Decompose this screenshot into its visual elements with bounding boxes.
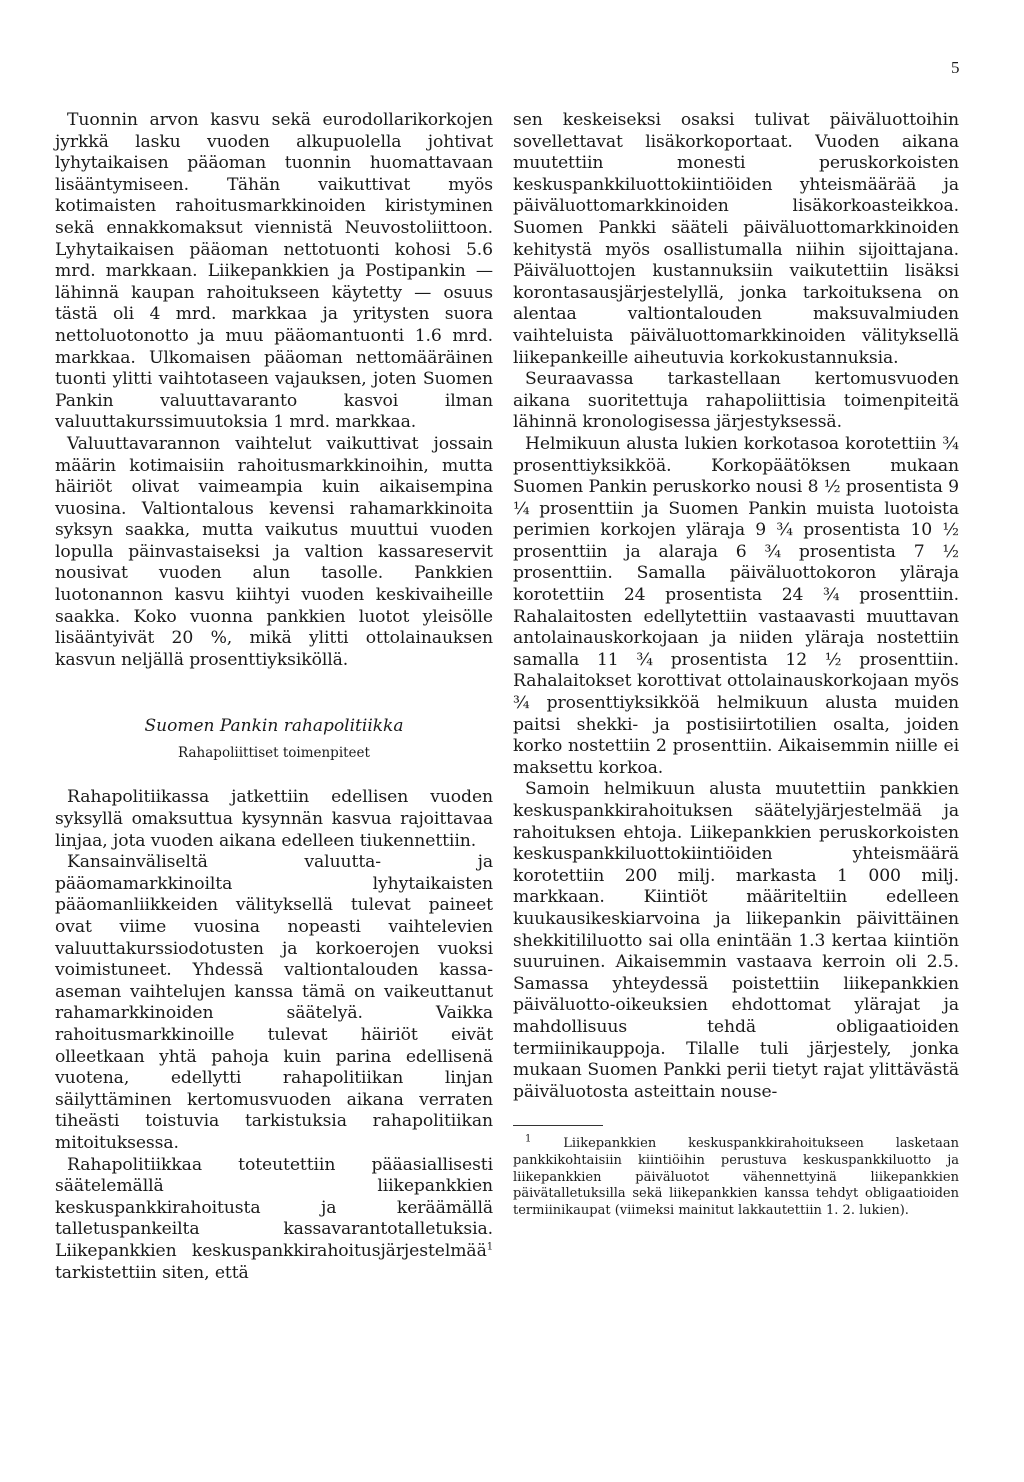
right-column bbox=[513, 110, 959, 1219]
paragraph-february-system: Samoin helmikuun alusta muutettiin pankkien keskuspankkirahoituksen säätelyjärjestelmää ja rahoituksen ehtoja. Liikepankkien peruskorkoisten keskuspankkiluottokiintiöiden yhteismäärä korotettiin 200 milj. markasta 1 000 milj. markkaan. Kiintiöt määriteltiin edelleen kuukausikeskiarvoina ja liikepankin päivittäinen shekkitililuotto sai olla enintään 1.3 kertaa kiintiön suuruinen. Aikaisemmin vastaava kerroin oli 2.5. Samassa yhteydessä poistettiin liikepankkien päiväluotto-oikeuksien ehdottomat ylärajat ja mahdollisuus tehdä obligaatioiden termiinikauppoja. Tilalle tuli järjestely, jonka mukaan Suomen Pankki perii tietyt rajat ylittävästä päiväluotosta asteittain nouse- bbox=[513, 779, 959, 1102]
footnote-text: Liikepankkien keskuspankkirahoitukseen lasketaan pankkikohtaisiin kiintiöihin perustuva keskuspankkiluotto ja liikepankkien päiväluotot vähennettyinä liikepankkien päivätalletuksilla sekä liikepankkien kanssa tehdyt obligaatioiden termiinikaupat (viimeksi mainitut lakkautettiin 1. 2. lukien). bbox=[513, 1136, 959, 1218]
paragraph-continuation: sen keskeiseksi osaksi tulivat päiväluottoihin sovellettavat lisäkorkoportaat. Vuoden aikana muutettiin monesti peruskorkoisten keskuspankkiluottokiintiöiden yhteismäärää ja päiväluottomarkkinoiden lisäkorkoasteikkoa. Suomen Pankki sääteli päiväluottomarkkinoiden kehitystä myös osallistumalla niihin sijoittajana. Päiväluottojen kustannuksiin vaikutettiin lisäksi korontasausjärjestelyllä, jonka tarkoituksena on alentaa valtiontalouden maksuvalmiuden vaihteluista päiväluottomarkkinoiden välityksellä liikepankeille aiheutuvia korkokustannuksia. bbox=[513, 110, 959, 368]
paragraph-overview: Seuraavassa tarkastellaan kertomusvuoden aikana suoritettuja rahapoliittisia toimenpiteitä lähinnä kronologisessa järjestyksessä. bbox=[513, 369, 959, 433]
paragraph-international-pressures: Kansainväliseltä valuutta- ja pääomamarkkinoilta lyhytaikaisten pääomanliikkeiden välityksellä tulevat paineet ovat viime vuosina nopeasti vaihtelevien valuuttakurssiodotusten ja korkoerojen vuoksi voimistuneet. Yhdessä valtiontalouden kassa-aseman vaihtelujen kanssa tämä on vaikeuttanut rahamarkkinoiden säätelyä. Vaikka rahoitusmarkkinoille tulevat häiriöt eivät olleetkaan yhtä pahoja kuin parina edellisenä vuotena, edellytti rahapolitiikan linjan säilyttäminen kertomusvuoden aikana verraten tiheästi toistuvia tarkistuksia rahapolitiikan mitoituksessa. bbox=[55, 852, 493, 1153]
footnote-reference: 1 bbox=[486, 1241, 493, 1253]
paragraph-capital-imports: Tuonnin arvon kasvu sekä eurodollarikorkojen jyrkkä lasku vuoden alkupuolella johtivat lyhytaikaisen pääoman tuonnin huomattavaan lisääntymiseen. Tähän vaikuttivat myös kotimaisten rahoitusmarkkinoiden kiristyminen sekä ennakkomaksut viennistä Neuvostoliittoon. Lyhytaikaisen pääoman nettotuonti kohosi 5.6 mrd. markkaan. Liikepankkien ja Postipankin — lähinnä kaupan rahoitukseen käytetty — osuus tästä oli 4 mrd. markkaa ja yritysten suora nettoluotonotto ja muu pääomantuonti 1.6 mrd. markkaa. Ulkomaisen pääoman nettomääräinen tuonti ylitti vaihtotaseen vajauksen, joten Suomen Pankin valuuttavaranto kasvoi ilman valuuttakurssimuutoksia 1 mrd. markkaa. bbox=[55, 110, 493, 433]
implementation-text: Rahapolitiikkaa toteutettiin pääasiallisesti säätelemällä liikepankkien keskuspankkirahoitusta ja keräämällä talletuspankeilta kassavarantotalletuksia. Liikepankkien keskuspankkirahoitusjärjestelmää bbox=[55, 1154, 493, 1261]
implementation-tail: tarkistettiin siten, että bbox=[55, 1262, 249, 1283]
section-title: Suomen Pankin rahapolitiikka bbox=[144, 716, 404, 737]
paragraph-february-rates: Helmikuun alusta lukien korkotasoa korotettiin ¾ prosenttiyksikköä. Korkopäätöksen mukaan Suomen Pankin peruskorko nousi 8 ½ prosentista 9 ¼ prosenttiin ja Suomen Pankin muista luotoista perimien korkojen yläraja 9 ¾ prosentista 10 ½ prosenttiin ja alaraja 6 ¾ prosentista 7 ½ prosenttiin. Samalla päiväluottokoron yläraja korotettiin 24 prosentista 24 ¾ prosenttiin. Rahalaitosten edellytettiin vastaavasti muuttavan antolainauskorkojaan ja niiden yläraja nostettiin samalla 11 ¾ prosentista 12 ½ prosenttiin. Rahalaitokset korottivat ottolainauskorkojaan myös ¾ prosenttiyksikköä helmikuun alusta muiden paitsi shekki- ja postisiirtotilien osalta, joiden korko nostettiin 2 prosenttiin. Aikaisemmin niille ei maksettu korkoa. bbox=[513, 433, 959, 778]
page-number: 5 bbox=[951, 58, 960, 77]
footnote-divider bbox=[513, 1125, 603, 1126]
left-column bbox=[55, 110, 493, 1284]
footnote bbox=[513, 1133, 959, 1219]
footnote-marker: 1 bbox=[525, 1133, 532, 1145]
paragraph-currency-reserve: Valuuttavarannon vaihtelut vaikuttivat jossain määrin kotimaisiin rahoitusmarkkinoihin, mutta häiriöt olivat vaimeampia kuin aikaisempina vuosina. Valtiontalous kevensi rahamarkkinoita syksyn saakka, mutta vaikutus muuttui vuoden lopulla päinvastaiseksi ja valtion kassareservit nousivat vuoden alun tasolle. Pankkien luotonannon kasvu kiihtyi vuoden keskivaiheille saakka. Koko vuonna pankkien luotot yleisölle lisääntyivät 20 %, mikä ylitti ottolainauksen kasvun neljällä prosenttiyksiköllä. bbox=[55, 433, 493, 670]
section-subtitle: Rahapoliittiset toimenpiteet bbox=[178, 745, 370, 762]
paragraph-implementation bbox=[55, 1155, 493, 1285]
paragraph-monetary-policy-line: Rahapolitiikassa jatkettiin edellisen vuoden syksyllä omaksuttua kysynnän kasvua rajoittavaa linjaa, jota vuoden aikana edelleen tiukennettiin. bbox=[55, 787, 493, 851]
